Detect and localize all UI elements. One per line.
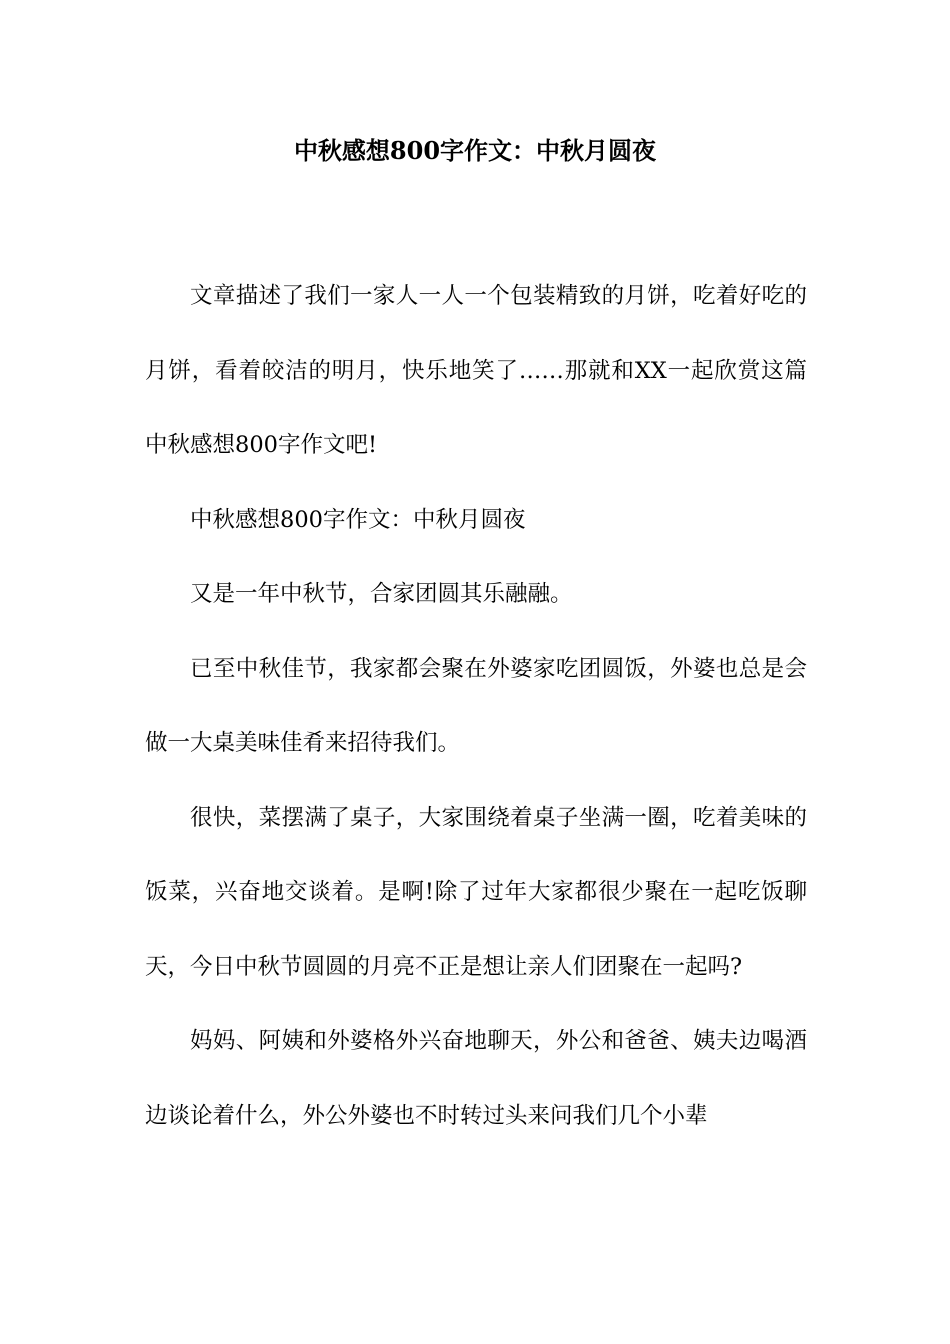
document-body — [145, 259, 807, 1153]
paragraph: 文章描述了我们一家人一人一个包装精致的月饼，吃着好吃的月饼，看着皎洁的明月，快乐地笑了……那就和XX一起欣赏这篇中秋感想800字作文吧! — [145, 283, 807, 458]
paragraph: 中秋感想800字作文：中秋月圆夜 — [190, 506, 526, 533]
document-title: 中秋感想800字作文：中秋月圆夜 — [293, 136, 657, 165]
paragraph: 已至中秋佳节，我家都会聚在外婆家吃团圆饭，外婆也总是会做一大桌美味佳肴来招待我们。 — [145, 655, 807, 756]
paragraph: 很快，菜摆满了桌子，大家围绕着桌子坐满一圈，吃着美味的饭菜，兴奋地交谈着。是啊!除了过年大家都很少聚在一起吃饭聊天，今日中秋节圆圆的月亮不正是想让亲人们团聚在一起吗? — [145, 804, 807, 980]
paragraph: 又是一年中秋节，合家团圆其乐融融。 — [190, 581, 573, 607]
paragraph: 妈妈、阿姨和外婆格外兴奋地聊天，外公和爸爸、姨夫边喝酒边谈论着什么，外公外婆也不时转过头来问我们几个小辈 — [145, 1028, 807, 1129]
